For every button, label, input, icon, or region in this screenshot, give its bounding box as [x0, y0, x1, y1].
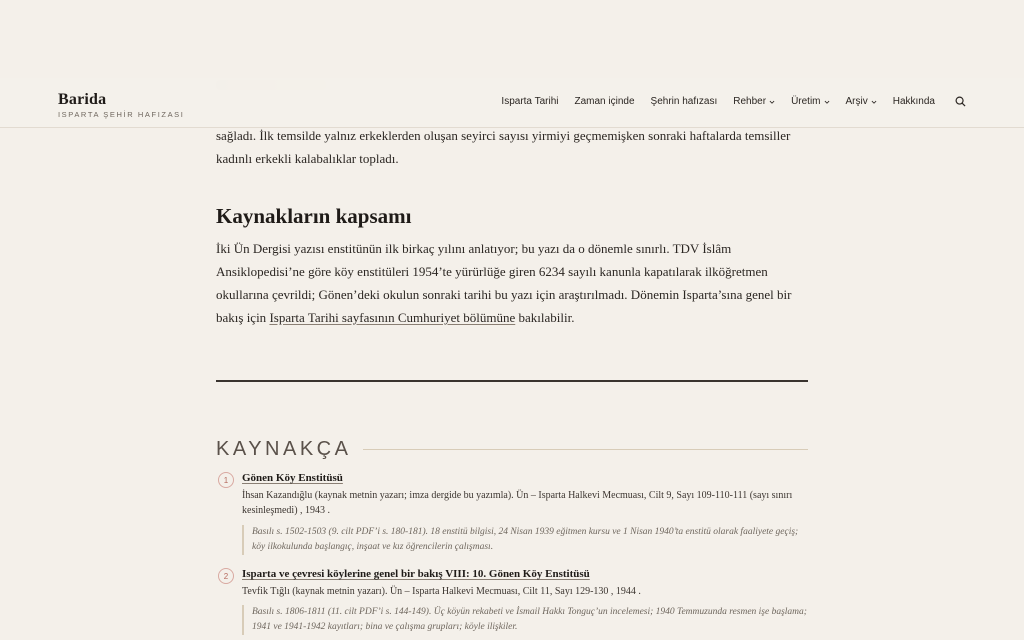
search-icon[interactable] [955, 96, 966, 107]
nav-isparta-tarihi[interactable] [501, 96, 558, 107]
article-paragraph-top: sağladı. İlk temsilde yalnız erkeklerden oluşan seyirci sayısı yirmiyi geçmemişken sonraki haftalarda temsiller kadınlı erkekli kalabalıklar topladı. [216, 128, 791, 166]
article-paragraph-sources [216, 237, 808, 329]
brand-title[interactable]: Barida [58, 91, 107, 108]
section-divider [216, 380, 808, 382]
paragraph-text-end: bakılabilir. [515, 310, 575, 325]
paragraph-text: İki Ün Dergisi yazısı enstitünün ilk birkaç yılını anlatıyor; bu yazı da o dönemle sınırlı. TDV İslâm Ansiklopedisi’ne göre köy enstitüleri 1954’te yürürlüğe giren 6234 sayılı kanunla kapatılarak ilköğretmen okullarına çevrildi; Gönen’deki okulun sonraki tarihi bu yazı için araştırılmadı. Dönemin Isparta’sına genel bir bakış için [216, 241, 792, 325]
reference-number: 2 [218, 568, 234, 584]
reference-note: Basılı s. 1502-1503 (9. cilt PDF’i s. 180-181). 18 enstitü bilgisi, 24 Nisan 1939 eğitmen kursu ve 1 Nisan 1940’ta enstitü olarak faaliyete geçiş; köy ilkokulunda başlangıç, inşaat ve kız öğrencilerin çalışması. [242, 525, 808, 555]
nav-label: Zaman içinde [574, 96, 635, 107]
chevron-down-icon [871, 99, 877, 105]
reference-number: 1 [218, 472, 234, 488]
references-header [216, 438, 808, 461]
references-title: KAYNAKÇA [216, 438, 352, 460]
reference-meta: İhsan Kazandığlu (kaynak metnin yazarı; imza dergide bu yazımla). Ün – Isparta Halkevi Mecmuası, Cilt 9, Sayı 109-110-111 (sayı sınırı kesinleşmedi) , 1943 . [242, 490, 793, 516]
nav-uretim[interactable] [791, 96, 829, 107]
brand[interactable] [58, 92, 184, 119]
nav-sehrin-hafizasi[interactable] [651, 96, 718, 107]
nav-label: Arşiv [845, 96, 868, 107]
nav-label: Rehber [733, 96, 767, 107]
section-heading: Kaynakların kapsamı [216, 204, 412, 228]
site-header [0, 78, 1024, 128]
nav-zaman-icinde[interactable] [575, 96, 635, 107]
nav-label: Şehrin hafızası [650, 96, 718, 107]
reference-meta: Tevfik Tığlı (kaynak metnin yazarı). Ün – Isparta Halkevi Mecmuası, Cilt 11, Sayı 129-130 , 1944 . [242, 586, 641, 597]
nav-label: Isparta Tarihi [501, 96, 559, 107]
nav-label: Üretim [791, 96, 821, 107]
reference-title-link[interactable]: Isparta ve çevresi köylerine genel bir bakış VIII: 10. Gönen Köy Enstitüsü [242, 568, 590, 580]
chevron-down-icon [824, 99, 830, 105]
reference-note: Basılı s. 1806-1811 (11. cilt PDF’i s. 144-149). Üç köyün rekabeti ve İsmail Hakkı Tonguç’un incelemesi; 1940 Temmuzunda resmen işe başlama; 1941 ve 1941-1942 kayıtları; bina ve çalışma grupları; köyle ilişkiler. [242, 605, 808, 635]
chevron-down-icon [769, 99, 775, 105]
nav-arsiv[interactable] [846, 96, 877, 107]
main-nav [485, 96, 966, 107]
brand-subtitle: ISPARTA ŞEHİR HAFIZASI [58, 110, 185, 119]
nav-hakkinda[interactable] [893, 96, 935, 107]
nav-rehber[interactable] [733, 96, 775, 107]
references-title-line [363, 449, 808, 450]
isparta-tarihi-link[interactable]: Isparta Tarihi sayfasının Cumhuriyet bölümüne [269, 310, 516, 325]
reference-title-link[interactable]: Gönen Köy Enstitüsü [242, 472, 343, 484]
nav-label: Hakkında [892, 96, 935, 107]
